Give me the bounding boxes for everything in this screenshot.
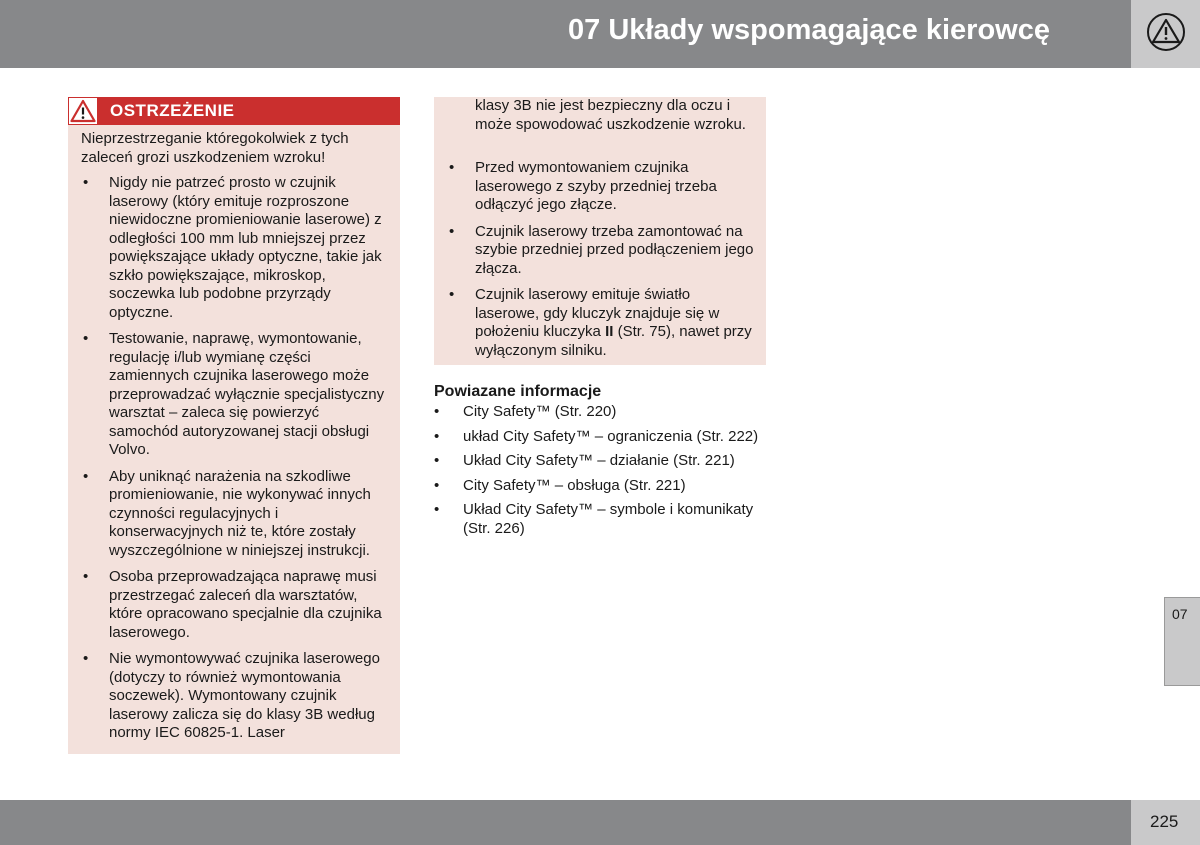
- warning-triangle-icon: [1146, 12, 1186, 57]
- bullet: •: [434, 501, 440, 518]
- warning-list-continued: [447, 159, 757, 368]
- related-link[interactable]: [434, 403, 766, 422]
- bullet: •: [434, 452, 440, 469]
- bullet: •: [83, 330, 89, 347]
- warning-box: [68, 97, 400, 754]
- bullet: •: [83, 467, 89, 485]
- warning-label: OSTRZEŻENIE: [110, 101, 235, 120]
- related-link[interactable]: [434, 428, 766, 447]
- page-number: 225: [1150, 812, 1179, 831]
- list-item-text: Czujnik laserowy trzeba zamontować na szybie przedniej przed podłączeniem jego złącza.: [475, 222, 754, 277]
- related-link[interactable]: [434, 501, 766, 538]
- text-part: (Str. 75), nawet przy wyłączonym silniku.: [475, 323, 752, 359]
- list-item-text: Przed wymontowaniem czujnika laserowego z szyby przedniej trzeba odłączyć jego złącze.: [475, 159, 717, 213]
- related-list: [434, 403, 766, 544]
- warning-intro: Nieprzestrzeganie któregokolwiek z tych zaleceń grozi uszkodzeniem wzroku!: [81, 130, 349, 166]
- footer-bar: [0, 800, 1131, 845]
- list-item: [81, 568, 391, 642]
- bullet: •: [434, 403, 440, 420]
- related-link[interactable]: [434, 477, 766, 496]
- chapter-tab-label: 07: [1172, 606, 1188, 622]
- chapter-title: 07 Układy wspomagające kierowcę: [568, 14, 1050, 46]
- list-item-text: Osoba przeprowadzająca naprawę musi przestrzegać zaleceń dla warsztatów, które opracowano specjalnie dla czujnika laserowego.: [109, 568, 382, 641]
- chapter-tab[interactable]: [1164, 597, 1200, 686]
- bullet: •: [83, 568, 89, 585]
- list-item-text: Nie wymontowywać czujnika laserowego (dotyczy to również wymontowania soczewek). Wymontowany czujnik laserowy zalicza się do klasy 3B według normy IEC 60825-1. Laser: [109, 650, 380, 741]
- related-link-text[interactable]: układ City Safety™ – ograniczenia (Str. 222): [463, 427, 759, 445]
- list-item-text: Nigdy nie patrzeć prosto w czujnik laserowy (który emituje rozproszone niewidoczne promieniowanie laserowe) z odległości 100 mm lub mniejszej przez powiększające układy optyczne, takie jak szkło powiększające, mikroskop, soczewka lub podobne przyrządy optyczne.: [109, 174, 382, 321]
- related-link-text[interactable]: Układ City Safety™ – działanie (Str. 221): [463, 452, 735, 469]
- related-link-text[interactable]: City Safety™ (Str. 220): [463, 403, 617, 420]
- related-link-text[interactable]: City Safety™ – obsługa (Str. 221): [463, 476, 686, 494]
- list-item-text: Testowanie, naprawę, wymontowanie, regulację i/lub wymianę części zamiennych czujnika laserowego może przeprowadzać wyłącznie specjalistyczny warsztat – zaleca się powierzyć samochód autoryzowanej stacji obsługi Volvo.: [109, 330, 385, 458]
- bullet: •: [449, 222, 455, 240]
- list-item: [447, 286, 757, 360]
- list-item: [447, 223, 757, 279]
- bullet: •: [434, 476, 440, 494]
- warning-box-continued: [434, 97, 766, 365]
- warning-header: [68, 97, 400, 125]
- header-icon-box: [1131, 0, 1200, 68]
- list-item-text: Aby uniknąć narażenia na szkodliwe promieniowanie, nie wykonywać innych czynności regulacyjnych i konserwacyjnych niż te, które zostały wyszczególnione w niniejszej instrukcji.: [109, 467, 371, 559]
- list-item: [81, 650, 391, 743]
- related-link[interactable]: [434, 452, 766, 471]
- key-position: II: [605, 323, 614, 340]
- list-item: [81, 330, 391, 460]
- text-part: Czujnik laserowy emituje światło laserowe, gdy kluczyk znajduje się w położeniu kluczyka: [475, 286, 720, 340]
- bullet: •: [83, 650, 89, 667]
- related-heading: Powiazane informacje: [434, 383, 602, 400]
- list-item-text: [475, 286, 752, 359]
- list-item: [81, 468, 391, 561]
- warning-sign-icon: [68, 97, 98, 125]
- bullet: •: [83, 174, 89, 191]
- bullet: •: [449, 159, 455, 176]
- warning-list: [81, 174, 391, 751]
- header-bar: [0, 0, 1131, 68]
- bullet: •: [449, 286, 455, 303]
- list-item: [447, 159, 757, 215]
- list-item: [81, 174, 391, 322]
- bullet: •: [434, 427, 440, 445]
- related-link-text[interactable]: Układ City Safety™ – symbole i komunikaty (Str. 226): [463, 501, 754, 537]
- warning-continuation: klasy 3B nie jest bezpieczny dla oczu i może spowodować uszkodzenie wzroku.: [475, 97, 746, 133]
